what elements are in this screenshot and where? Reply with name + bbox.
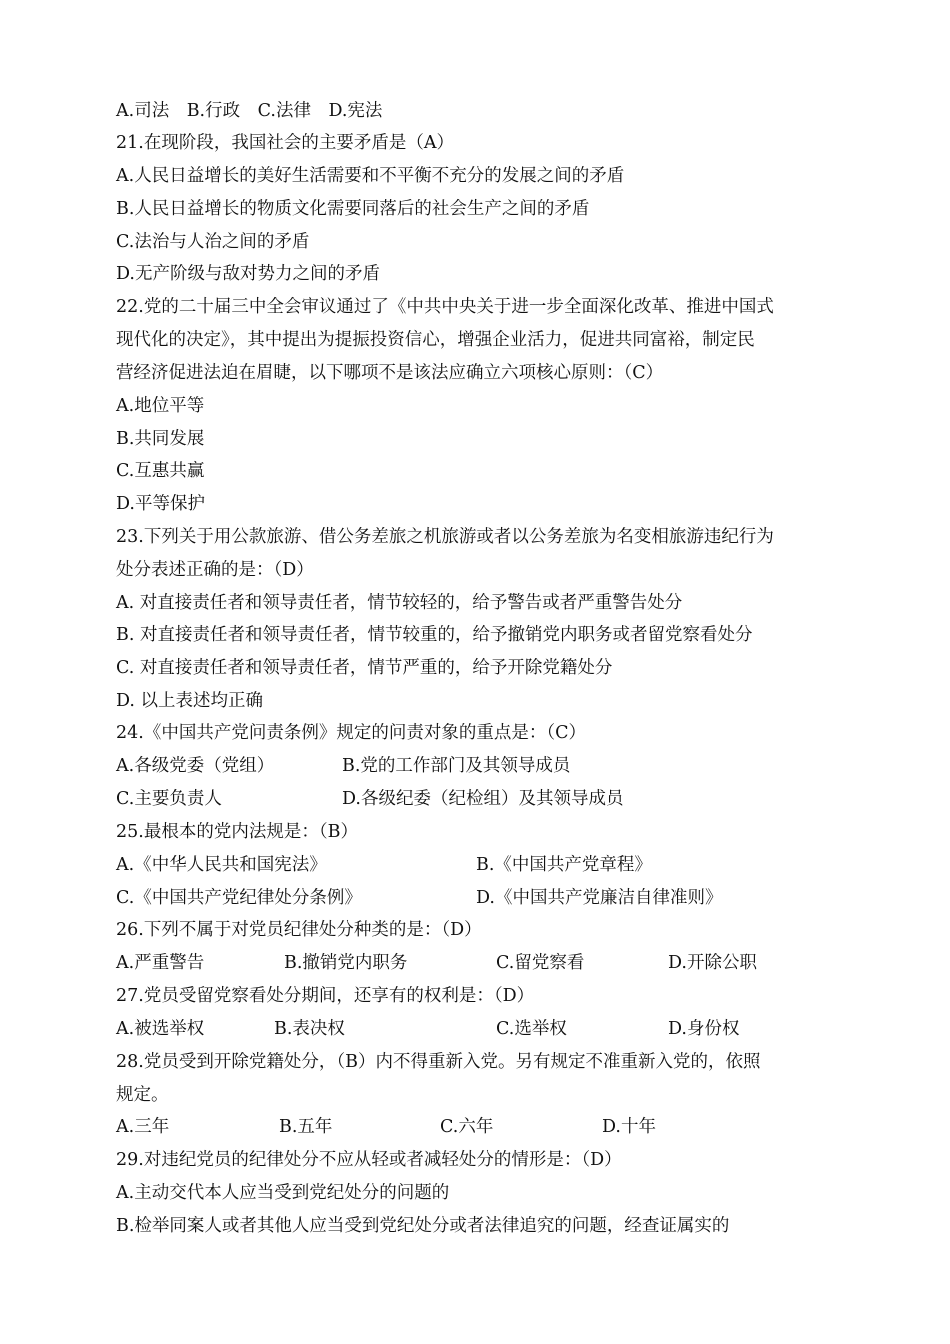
text-cell: C. 对直接责任者和领导责任者，情节严重的，给予开除党籍处分: [116, 658, 613, 678]
option-d: D.身份权: [668, 1019, 740, 1039]
text-cell: A.地位平等: [116, 396, 205, 416]
text-cell: 23.下列关于用公款旅游、借公务差旅之机旅游或者以公务差旅为名变相旅游违纪行为: [116, 527, 774, 547]
option-b: B.撤销党内职务: [284, 953, 408, 973]
option-b: B.党的工作部门及其领导成员: [342, 756, 571, 776]
option-a: A.三年: [116, 1117, 170, 1137]
text-cell: C.法治与人治之间的矛盾: [116, 232, 310, 252]
option-d: D.十年: [602, 1117, 656, 1137]
text-cell: 25.最根本的党内法规是：（B）: [116, 822, 358, 842]
text-cell: 24.《中国共产党问责条例》规定的问责对象的重点是：（C）: [116, 723, 586, 743]
option-b: B.《中国共产党章程》: [476, 855, 652, 875]
option-d: D.开除公职: [668, 953, 757, 973]
text-cell: 22.党的二十届三中全会审议通过了《中共中央关于进一步全面深化改革、推进中国式: [116, 297, 774, 317]
text-cell: 28.党员受到开除党籍处分，（B）内不得重新入党。另有规定不准重新入党的，依照: [116, 1052, 761, 1072]
option-c: C.《中国共产党纪律处分条例》: [116, 888, 362, 908]
text-cell: 26.下列不属于对党员纪律处分种类的是：（D）: [116, 920, 482, 940]
option-c: C.选举权: [496, 1019, 567, 1039]
text-cell: D.平等保护: [116, 494, 205, 514]
option-b: B.五年: [279, 1117, 333, 1137]
option-c: C.留党察看: [496, 953, 585, 973]
text-cell: B.检举同案人或者其他人应当受到党纪处分或者法律追究的问题，经查证属实的: [116, 1216, 730, 1236]
text-cell: 现代化的决定》，其中提出为提振投资信心，增强企业活力，促进共同富裕，制定民: [116, 330, 755, 350]
option-a: A.各级党委（党组）: [116, 756, 275, 776]
option-d: D.各级纪委（纪检组）及其领导成员: [342, 789, 624, 809]
text-cell: 21.在现阶段，我国社会的主要矛盾是（A）: [116, 133, 454, 153]
text-cell: 规定。: [116, 1085, 169, 1105]
text-cell: 29.对违纪党员的纪律处分不应从轻或者减轻处分的情形是：（D）: [116, 1150, 622, 1170]
text-cell: A.人民日益增长的美好生活需要和不平衡不充分的发展之间的矛盾: [116, 166, 625, 186]
option-d: D.《中国共产党廉洁自律准则》: [476, 888, 723, 908]
text-cell: B.共同发展: [116, 429, 205, 449]
text-cell: A.司法 B.行政 C.法律 D.宪法: [116, 101, 383, 121]
option-b: B.表决权: [274, 1019, 345, 1039]
text-cell: A.主动交代本人应当受到党纪处分的问题的: [116, 1183, 450, 1203]
text-cell: 处分表述正确的是：（D）: [116, 560, 314, 580]
option-a: A.被选举权: [116, 1019, 205, 1039]
option-a: A.严重警告: [116, 953, 205, 973]
text-cell: 27.党员受留党察看处分期间，还享有的权利是：（D）: [116, 986, 535, 1006]
text-cell: A. 对直接责任者和领导责任者，情节较轻的，给予警告或者严重警告处分: [116, 593, 683, 613]
text-cell: B. 对直接责任者和领导责任者，情节较重的，给予撤销党内职务或者留党察看处分: [116, 625, 753, 645]
option-a: A.《中华人民共和国宪法》: [116, 855, 327, 875]
text-cell: 营经济促进法迫在眉睫，以下哪项不是该法应确立六项核心原则：（C）: [116, 363, 664, 383]
text-cell: D.无产阶级与敌对势力之间的矛盾: [116, 264, 380, 284]
text-cell: C.互惠共赢: [116, 461, 205, 481]
option-c: C.主要负责人: [116, 789, 222, 809]
text-cell: D. 以上表述均正确: [116, 691, 264, 711]
text-cell: B.人民日益增长的物质文化需要同落后的社会生产之间的矛盾: [116, 199, 590, 219]
option-c: C.六年: [440, 1117, 494, 1137]
